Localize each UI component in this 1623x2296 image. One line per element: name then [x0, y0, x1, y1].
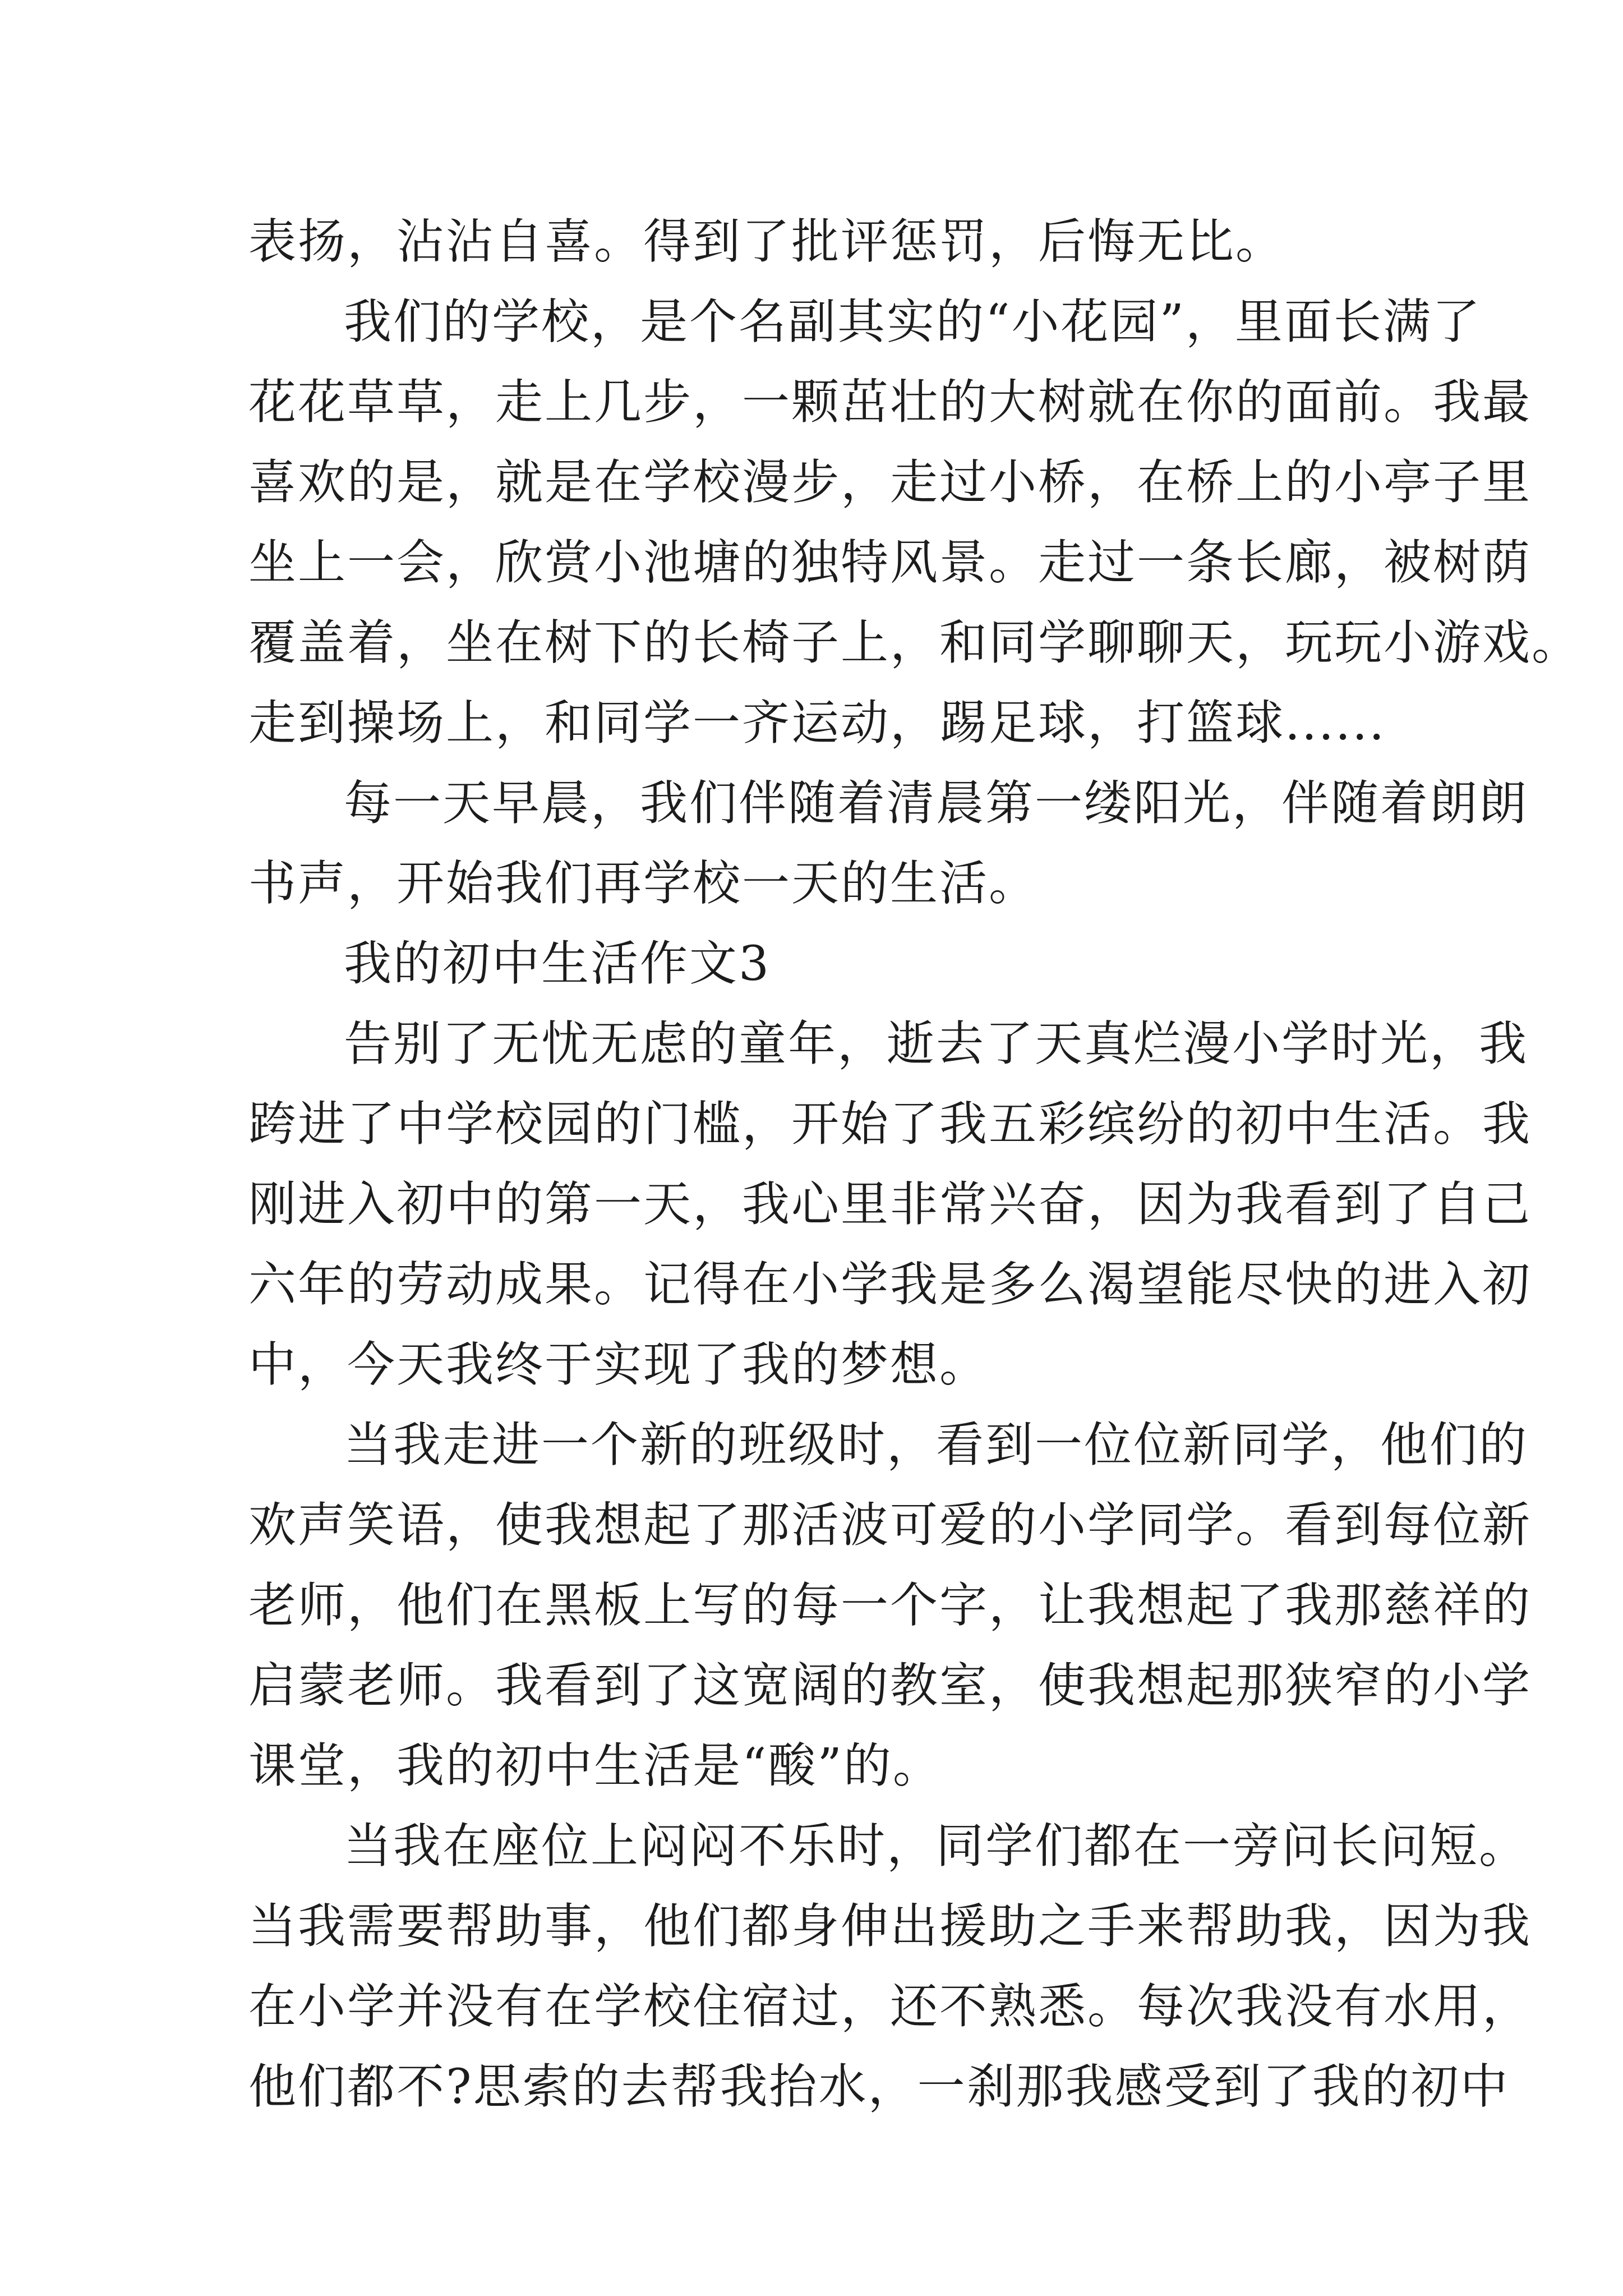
text-line: 启蒙老师。我看到了这宽阔的教室，使我想起那狭窄的小学 [248, 1658, 1532, 1714]
text-line: 刚进入初中的第一天，我心里非常兴奋，因为我看到了自己 [248, 1177, 1532, 1232]
text-line: 每一天早晨，我们伴随着清晨第一缕阳光，伴随着朗朗 [344, 776, 1529, 831]
text-line: 当我需要帮助事，他们都身伸出援助之手来帮助我，因为我 [248, 1899, 1532, 1954]
text-line: 老师，他们在黑板上写的每一个字，让我想起了我那慈祥的 [248, 1578, 1532, 1634]
text-line: 坐上一会，欣赏小池塘的独特风景。走过一条长廊，被树荫 [248, 535, 1532, 591]
text-line: 他们都不?思索的去帮我抬水，一刹那我感受到了我的初中 [248, 2059, 1510, 2115]
text-line: 跨进了中学校园的门槛，开始了我五彩缤纷的初中生活。我 [248, 1097, 1532, 1152]
text-line: 告别了无忧无虑的童年，逝去了天真烂漫小学时光，我 [344, 1016, 1529, 1072]
text-line: 喜欢的是，就是在学校漫步，走过小桥，在桥上的小亭子里 [248, 455, 1532, 510]
text-line: 花花草草，走上几步，一颗茁壮的大树就在你的面前。我最 [248, 375, 1532, 430]
text-line: 当我走进一个新的班级时，看到一位位新同学，他们的 [344, 1418, 1529, 1473]
section-heading: 我的初中生活作文3 [344, 936, 771, 992]
text-line: 课堂，我的初中生活是“酸”的。 [248, 1738, 942, 1794]
text-line: 覆盖着，坐在树下的长椅子上，和同学聊聊天，玩玩小游戏。 [248, 615, 1581, 671]
text-line: 走到操场上，和同学一齐运动，踢足球，打篮球...... [248, 696, 1386, 751]
text-line: 欢声笑语，使我想起了那活波可爱的小学同学。看到每位新 [248, 1498, 1532, 1553]
essay-body [248, 202, 1581, 2127]
text-line: 当我在座位上闷闷不乐时，同学们都在一旁问长问短。 [344, 1819, 1529, 1874]
text-line: 表扬，沾沾自喜。得到了批评惩罚，后悔无比。 [248, 214, 1285, 270]
text-line: 六年的劳动成果。记得在小学我是多么渴望能尽快的进入初 [248, 1257, 1532, 1313]
text-line: 中，今天我终于实现了我的梦想。 [248, 1337, 989, 1393]
text-line: 书声，开始我们再学校一天的生活。 [248, 856, 1039, 912]
text-line: 在小学并没有在学校住宿过，还不熟悉。每次我没有水用， [248, 1979, 1532, 2035]
text-line: 我们的学校，是个名副其实的“小花园”，里面长满了 [344, 295, 1482, 350]
